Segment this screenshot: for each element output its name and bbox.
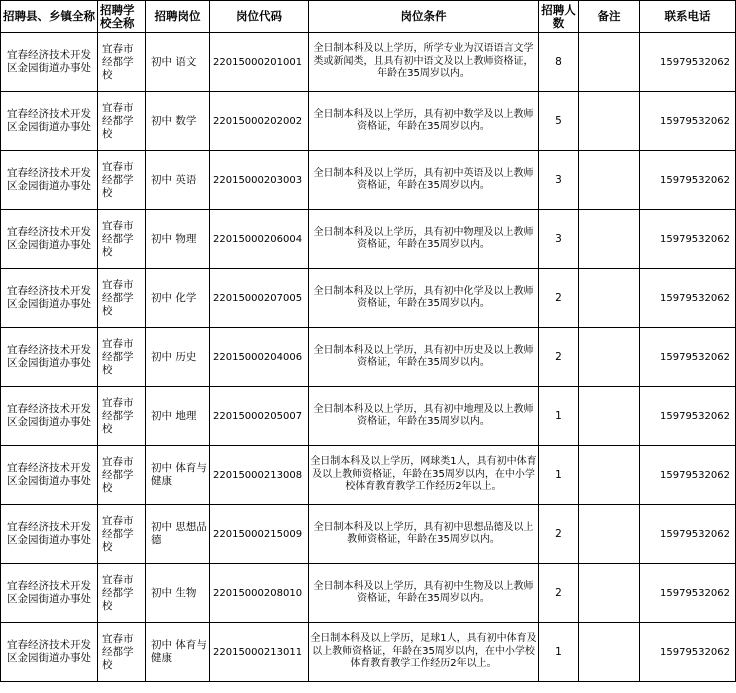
note-cell: [579, 387, 640, 446]
post-cell: 初中 地理: [146, 387, 210, 446]
code-cell: 22015000201001: [210, 33, 309, 92]
code-cell: 22015000205007: [210, 387, 309, 446]
note-cell: [579, 328, 640, 387]
conditions-cell: 全日制本科及以上学历，具有初中物理及以上教师资格证，年龄在35周岁以内。: [309, 210, 539, 269]
phone-cell: 15979532062: [640, 33, 736, 92]
note-cell: [579, 623, 640, 682]
table-header-row: [1, 1, 736, 33]
conditions-cell: 全日制本科及以上学历，具有初中历史及以上教师资格证，年龄在35周岁以内。: [309, 328, 539, 387]
code-cell: 22015000213011: [210, 623, 309, 682]
unit-cell: 宜春经济技术开发区金园街道办事处: [1, 92, 98, 151]
note-cell: [579, 269, 640, 328]
unit-cell: 宜春经济技术开发区金园街道办事处: [1, 210, 98, 269]
count-cell: 2: [539, 269, 579, 328]
code-cell: 22015000203003: [210, 151, 309, 210]
school-cell: 宜春市经都学校: [98, 210, 146, 269]
conditions-cell: 全日制本科及以上学历，具有初中生物及以上教师资格证，年龄在35周岁以内。: [309, 564, 539, 623]
post-cell: 初中 语文: [146, 33, 210, 92]
count-cell: 8: [539, 33, 579, 92]
unit-cell: 宜春经济技术开发区金园街道办事处: [1, 623, 98, 682]
table-row: [1, 623, 736, 682]
count-cell: 1: [539, 623, 579, 682]
conditions-cell: 全日制本科及以上学历，具有初中英语及以上教师资格证，年龄在35周岁以内。: [309, 151, 539, 210]
post-cell: 初中 生物: [146, 564, 210, 623]
code-cell: 22015000213008: [210, 446, 309, 505]
count-cell: 5: [539, 92, 579, 151]
phone-cell: 15979532062: [640, 387, 736, 446]
unit-cell: 宜春经济技术开发区金园街道办事处: [1, 328, 98, 387]
count-cell: 2: [539, 328, 579, 387]
unit-cell: 宜春经济技术开发区金园街道办事处: [1, 269, 98, 328]
school-cell: 宜春市经都学校: [98, 623, 146, 682]
conditions-cell: 全日制本科及以上学历，足球1人，具有初中体育及以上教师资格证，年龄在35周岁以内，在中小学校体育教育教学工作经历2年以上。: [309, 623, 539, 682]
table-row: [1, 269, 736, 328]
conditions-cell: 全日制本科及以上学历，网球类1人，具有初中体育及以上教师资格证，年龄在35周岁以内，在中小学校体育教育教学工作经历2年以上。: [309, 446, 539, 505]
post-cell: 初中 物理: [146, 210, 210, 269]
note-cell: [579, 151, 640, 210]
post-cell: 初中 英语: [146, 151, 210, 210]
phone-cell: 15979532062: [640, 210, 736, 269]
header-post: 招聘岗位: [146, 1, 210, 33]
conditions-cell: 全日制本科及以上学历，具有初中化学及以上教师资格证，年龄在35周岁以内。: [309, 269, 539, 328]
phone-cell: 15979532062: [640, 564, 736, 623]
header-code: 岗位代码: [210, 1, 309, 33]
count-cell: 3: [539, 151, 579, 210]
school-cell: 宜春市经都学校: [98, 328, 146, 387]
unit-cell: 宜春经济技术开发区金园街道办事处: [1, 505, 98, 564]
phone-cell: 15979532062: [640, 623, 736, 682]
note-cell: [579, 210, 640, 269]
table-row: [1, 151, 736, 210]
conditions-cell: 全日制本科及以上学历，具有初中数学及以上教师资格证，年龄在35周岁以内。: [309, 92, 539, 151]
table-row: [1, 387, 736, 446]
count-cell: 2: [539, 564, 579, 623]
unit-cell: 宜春经济技术开发区金园街道办事处: [1, 446, 98, 505]
unit-cell: 宜春经济技术开发区金园街道办事处: [1, 33, 98, 92]
code-cell: 22015000208010: [210, 564, 309, 623]
school-cell: 宜春市经都学校: [98, 446, 146, 505]
note-cell: [579, 505, 640, 564]
note-cell: [579, 92, 640, 151]
header-conditions: 岗位条件: [309, 1, 539, 33]
school-cell: 宜春市经都学校: [98, 92, 146, 151]
phone-cell: 15979532062: [640, 269, 736, 328]
conditions-cell: 全日制本科及以上学历，具有初中思想品德及以上教师资格证，年龄在35周岁以内。: [309, 505, 539, 564]
post-cell: 初中 化学: [146, 269, 210, 328]
count-cell: 3: [539, 210, 579, 269]
unit-cell: 宜春经济技术开发区金园街道办事处: [1, 151, 98, 210]
code-cell: 22015000206004: [210, 210, 309, 269]
count-cell: 2: [539, 505, 579, 564]
table-row: [1, 505, 736, 564]
phone-cell: 15979532062: [640, 505, 736, 564]
count-cell: 1: [539, 446, 579, 505]
post-cell: 初中 数学: [146, 92, 210, 151]
phone-cell: 15979532062: [640, 328, 736, 387]
code-cell: 22015000207005: [210, 269, 309, 328]
note-cell: [579, 446, 640, 505]
header-unit: 招聘县、乡镇全称: [1, 1, 98, 33]
school-cell: 宜春市经都学校: [98, 564, 146, 623]
count-cell: 1: [539, 387, 579, 446]
post-cell: 初中 思想品德: [146, 505, 210, 564]
conditions-cell: 全日制本科及以上学历，具有初中地理及以上教师资格证，年龄在35周岁以内。: [309, 387, 539, 446]
table-row: [1, 210, 736, 269]
phone-cell: 15979532062: [640, 92, 736, 151]
table-row: [1, 446, 736, 505]
note-cell: [579, 33, 640, 92]
note-cell: [579, 564, 640, 623]
code-cell: 22015000215009: [210, 505, 309, 564]
school-cell: 宜春市经都学校: [98, 387, 146, 446]
school-cell: 宜春市经都学校: [98, 505, 146, 564]
school-cell: 宜春市经都学校: [98, 269, 146, 328]
phone-cell: 15979532062: [640, 151, 736, 210]
unit-cell: 宜春经济技术开发区金园街道办事处: [1, 564, 98, 623]
school-cell: 宜春市经都学校: [98, 151, 146, 210]
table-row: [1, 564, 736, 623]
post-cell: 初中 历史: [146, 328, 210, 387]
table-row: [1, 92, 736, 151]
phone-cell: 15979532062: [640, 446, 736, 505]
school-cell: 宜春市经都学校: [98, 33, 146, 92]
table-row: [1, 33, 736, 92]
code-cell: 22015000204006: [210, 328, 309, 387]
unit-cell: 宜春经济技术开发区金园街道办事处: [1, 387, 98, 446]
table-body: [1, 33, 736, 682]
header-school: 招聘学校全称: [98, 1, 146, 33]
post-cell: 初中 体育与健康: [146, 446, 210, 505]
post-cell: 初中 体育与健康: [146, 623, 210, 682]
header-note: 备注: [579, 1, 640, 33]
table-row: [1, 328, 736, 387]
code-cell: 22015000202002: [210, 92, 309, 151]
conditions-cell: 全日制本科及以上学历，所学专业为汉语语言文学类或新闻类，且具有初中语文及以上教师资格证，年龄在35周岁以内。: [309, 33, 539, 92]
header-phone: 联系电话: [640, 1, 736, 33]
header-count: 招聘人数: [539, 1, 579, 33]
